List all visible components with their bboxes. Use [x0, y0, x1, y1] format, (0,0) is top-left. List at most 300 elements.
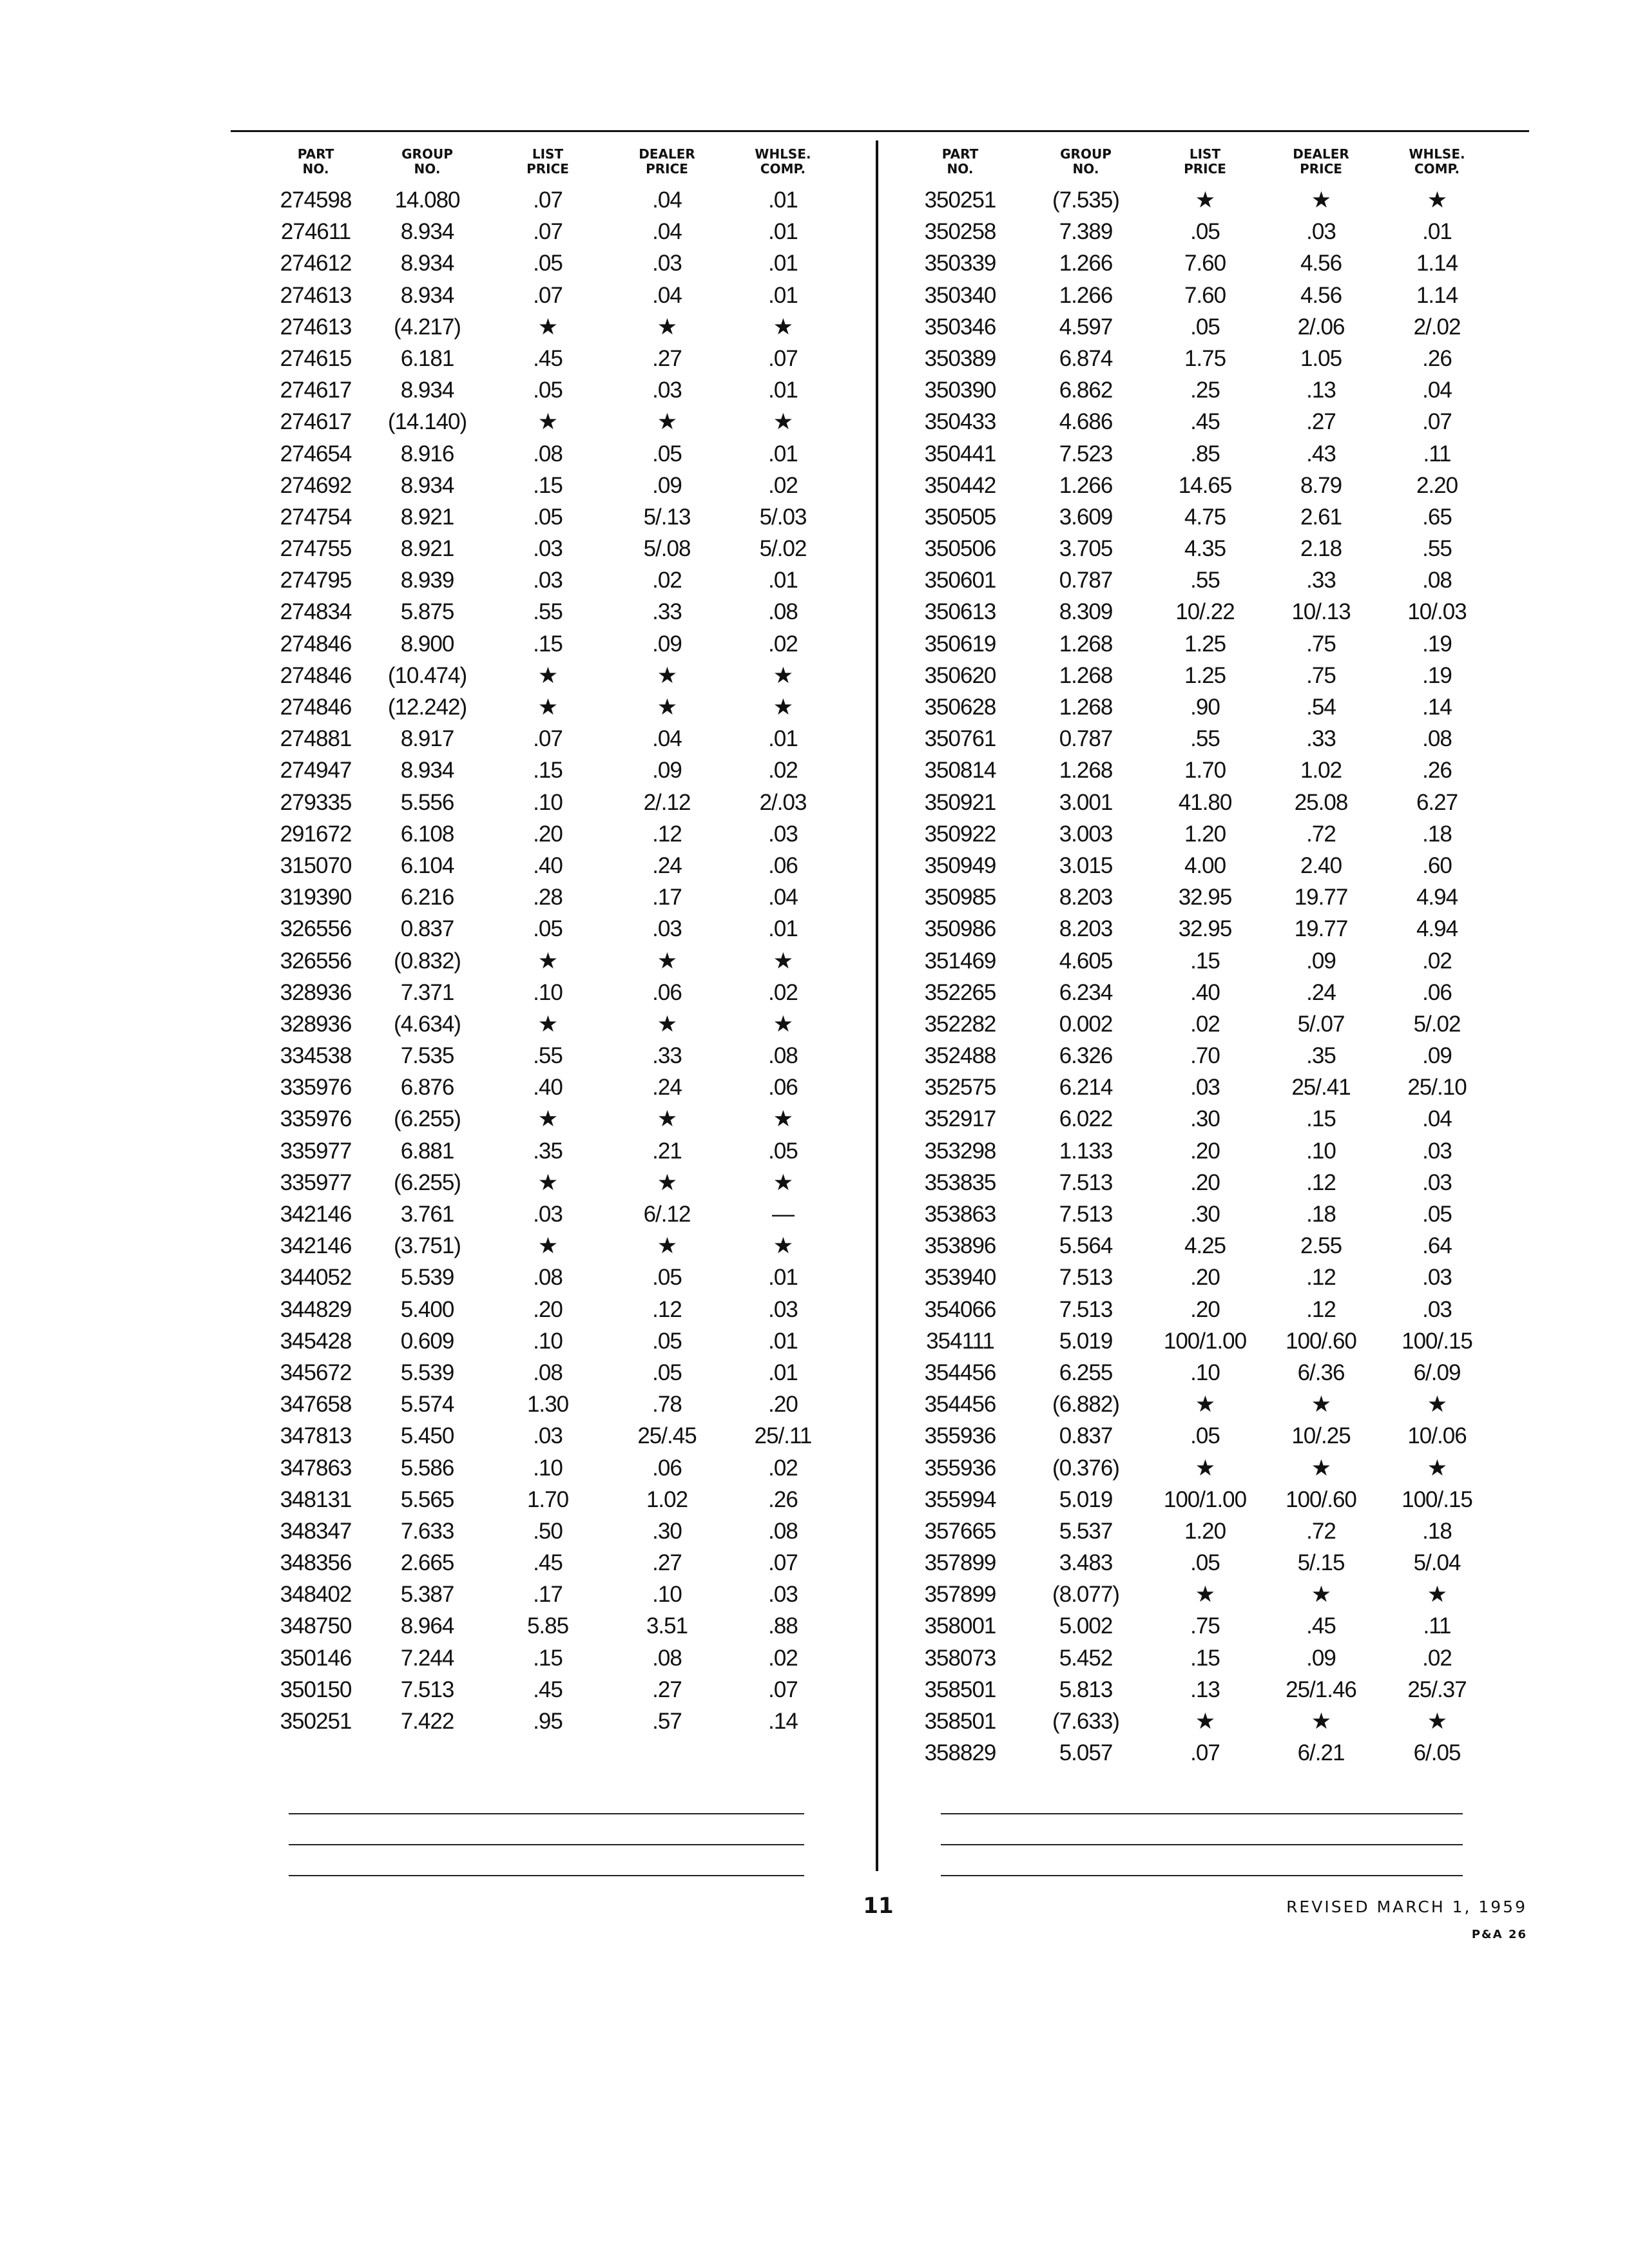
part-no-cell: 274613 [280, 314, 352, 340]
whlse-comp-cell: .14 [1422, 695, 1452, 720]
part-no-cell: 350628 [924, 695, 996, 720]
part-no-cell: 350389 [924, 345, 996, 371]
whlse-comp-cell: .26 [1422, 758, 1452, 783]
part-no-cell: 291672 [280, 821, 352, 847]
list-price-cell: ★ [537, 409, 558, 435]
group-no-cell: (6.255) [394, 1169, 461, 1195]
header-group-no: GROUP NO. [401, 146, 453, 177]
list-price-cell: .40 [533, 1075, 563, 1100]
dealer-price-cell: .24 [652, 852, 682, 878]
whlse-comp-cell: .01 [768, 251, 798, 276]
whlse-comp-cell: ★ [773, 1169, 793, 1195]
part-no-cell: 354456 [924, 1360, 996, 1385]
part-no-cell: 355936 [924, 1455, 996, 1481]
list-price-cell: 4.00 [1184, 852, 1226, 878]
group-no-cell: 8.934 [400, 472, 454, 498]
list-price-cell: .75 [1190, 1613, 1220, 1639]
part-no-cell: 358501 [924, 1709, 996, 1734]
group-no-cell: 3.761 [400, 1202, 454, 1227]
group-no-cell: 6.234 [1059, 979, 1113, 1005]
list-price-cell: 1.30 [526, 1392, 569, 1418]
part-no-cell: 355994 [924, 1486, 996, 1512]
list-price-cell: 32.95 [1178, 885, 1232, 910]
whlse-comp-cell: .01 [768, 219, 798, 245]
dealer-price-cell: 25.08 [1294, 789, 1348, 815]
group-no-cell: 6.214 [1059, 1075, 1113, 1100]
dealer-price-cell: 6/.21 [1297, 1740, 1345, 1766]
group-no-cell: 8.916 [400, 441, 454, 466]
list-price-cell: ★ [1195, 187, 1215, 213]
list-price-cell: .90 [1190, 695, 1220, 720]
whlse-comp-cell: — [772, 1202, 794, 1227]
part-no-cell: 344052 [280, 1265, 352, 1291]
list-price-cell: .55 [533, 1043, 563, 1069]
whlse-comp-cell: ★ [1427, 1709, 1447, 1734]
dealer-price-cell: 4.56 [1300, 282, 1342, 308]
dealer-price-cell: .05 [652, 441, 682, 466]
list-price-cell: ★ [1195, 1582, 1215, 1608]
whlse-comp-cell: .01 [768, 1328, 798, 1354]
part-no-cell: 351469 [924, 948, 996, 974]
group-no-cell: 8.934 [400, 282, 454, 308]
whlse-comp-cell: 5/.02 [1413, 1011, 1461, 1037]
part-no-cell: 353896 [924, 1233, 996, 1259]
list-price-cell: .20 [1190, 1265, 1220, 1291]
dealer-price-cell: ★ [1311, 187, 1331, 213]
part-no-cell: 350985 [924, 885, 996, 910]
group-no-cell: 5.574 [400, 1392, 454, 1418]
whlse-comp-cell: .02 [768, 979, 798, 1005]
list-price-cell: .25 [1190, 378, 1220, 403]
whlse-comp-cell: .04 [1422, 1106, 1452, 1132]
part-no-cell: 274615 [280, 345, 352, 371]
list-price-cell: .50 [533, 1518, 563, 1544]
dealer-price-cell: 25/.45 [637, 1423, 697, 1449]
group-no-cell: (6.255) [394, 1106, 461, 1132]
dealer-price-cell: .09 [652, 758, 682, 783]
dealer-price-cell: .24 [1306, 979, 1336, 1005]
page-number: 11 [863, 1893, 894, 1919]
dealer-price-cell: .03 [652, 251, 682, 276]
whlse-comp-cell: .01 [768, 1265, 798, 1291]
group-no-cell: 0.002 [1059, 1011, 1113, 1037]
group-no-cell: 7.513 [1059, 1296, 1113, 1322]
whlse-comp-cell: ★ [1427, 1392, 1447, 1418]
group-no-cell: 5.539 [400, 1360, 454, 1385]
dealer-price-cell: .33 [652, 599, 682, 625]
dealer-price-cell: 5/.13 [643, 504, 691, 530]
group-no-cell: 5.537 [1059, 1518, 1113, 1544]
list-price-cell: .10 [533, 789, 563, 815]
list-price-cell: .15 [1190, 1645, 1220, 1671]
blank-line [289, 1813, 804, 1814]
list-price-cell: 41.80 [1178, 789, 1232, 815]
list-price-cell: .40 [1190, 979, 1220, 1005]
list-price-cell: .08 [533, 1360, 563, 1385]
dealer-price-cell: .78 [652, 1392, 682, 1418]
part-no-cell: 274846 [280, 662, 352, 688]
whlse-comp-cell: .64 [1422, 1233, 1452, 1259]
whlse-comp-cell: .03 [768, 1582, 798, 1608]
dealer-price-cell: .57 [652, 1709, 682, 1734]
part-no-cell: 274846 [280, 695, 352, 720]
group-no-cell: (4.634) [394, 1011, 461, 1037]
list-price-cell: .03 [1190, 1075, 1220, 1100]
whlse-comp-cell: ★ [773, 662, 793, 688]
dealer-price-cell: .12 [1306, 1265, 1336, 1291]
part-no-cell: 350620 [924, 662, 996, 688]
part-no-cell: 350986 [924, 916, 996, 942]
whlse-comp-cell: 100/.15 [1402, 1328, 1472, 1354]
part-no-cell: 274612 [280, 251, 352, 276]
whlse-comp-cell: 5/.04 [1413, 1550, 1461, 1576]
dealer-price-cell: .06 [652, 979, 682, 1005]
dealer-price-cell: .27 [652, 345, 682, 371]
whlse-comp-cell: .02 [768, 631, 798, 657]
list-price-cell: .20 [533, 821, 563, 847]
list-price-cell: 14.65 [1178, 472, 1232, 498]
dealer-price-cell: .12 [652, 821, 682, 847]
part-no-cell: 357665 [924, 1518, 996, 1544]
group-no-cell: 8.203 [1059, 885, 1113, 910]
group-no-cell: 4.597 [1059, 314, 1113, 340]
dealer-price-cell: 8.79 [1300, 472, 1342, 498]
whlse-comp-cell: 5/.03 [759, 504, 807, 530]
part-no-cell: 352917 [924, 1106, 996, 1132]
whlse-comp-cell: .06 [1422, 979, 1452, 1005]
dealer-price-cell: ★ [657, 1233, 677, 1259]
dealer-price-cell: .75 [1306, 662, 1336, 688]
dealer-price-cell: .06 [652, 1455, 682, 1481]
whlse-comp-cell: 10/.06 [1407, 1423, 1467, 1449]
part-no-cell: 335976 [280, 1106, 352, 1132]
whlse-comp-cell: .11 [1423, 1613, 1451, 1639]
list-price-cell: .05 [1190, 1550, 1220, 1576]
group-no-cell: 1.268 [1059, 662, 1113, 688]
whlse-comp-cell: .07 [768, 1677, 798, 1702]
part-no-cell: 335977 [280, 1169, 352, 1195]
group-no-cell: 6.326 [1059, 1043, 1113, 1069]
part-no-cell: 319390 [280, 885, 352, 910]
dealer-price-cell: .27 [1306, 409, 1336, 435]
group-no-cell: 4.686 [1059, 409, 1113, 435]
whlse-comp-cell: .88 [768, 1613, 798, 1639]
group-no-cell: 7.633 [400, 1518, 454, 1544]
blank-line [941, 1813, 1463, 1814]
list-price-cell: .10 [533, 1328, 563, 1354]
dealer-price-cell: ★ [1311, 1455, 1331, 1481]
group-no-cell: 6.874 [1059, 345, 1113, 371]
group-no-cell: 5.002 [1059, 1613, 1113, 1639]
list-price-cell: .55 [1190, 568, 1220, 593]
part-no-cell: 350601 [924, 568, 996, 593]
whlse-comp-cell: .19 [1422, 631, 1452, 657]
group-no-cell: 8.934 [400, 219, 454, 245]
blank-line [941, 1844, 1463, 1845]
list-price-cell: .28 [533, 885, 563, 910]
whlse-comp-cell: .08 [768, 599, 798, 625]
dealer-price-cell: .43 [1306, 441, 1336, 466]
part-no-cell: 350251 [924, 187, 996, 213]
list-price-cell: .35 [533, 1138, 563, 1164]
part-no-cell: 274617 [280, 378, 352, 403]
part-no-cell: 274617 [280, 409, 352, 435]
whlse-comp-cell: .55 [1422, 536, 1452, 562]
part-no-cell: 274692 [280, 472, 352, 498]
group-no-cell: 5.019 [1059, 1328, 1113, 1354]
dealer-price-cell: 1.02 [646, 1486, 688, 1512]
list-price-cell: .05 [533, 504, 563, 530]
dealer-price-cell: 6/.36 [1297, 1360, 1345, 1385]
whlse-comp-cell: .18 [1422, 821, 1452, 847]
dealer-price-cell: ★ [1311, 1392, 1331, 1418]
whlse-comp-cell: .06 [768, 1075, 798, 1100]
list-price-cell: .45 [533, 1677, 563, 1702]
dealer-price-cell: .15 [1306, 1106, 1336, 1132]
dealer-price-cell: 19.77 [1294, 916, 1348, 942]
whlse-comp-cell: .11 [1423, 441, 1451, 466]
group-no-cell: 3.003 [1059, 821, 1113, 847]
list-price-cell: ★ [537, 1169, 558, 1195]
part-no-cell: 350761 [924, 726, 996, 752]
whlse-comp-cell: ★ [773, 1233, 793, 1259]
dealer-price-cell: 2/.12 [643, 789, 691, 815]
part-no-cell: 350340 [924, 282, 996, 308]
part-no-cell: 350346 [924, 314, 996, 340]
whlse-comp-cell: .08 [768, 1043, 798, 1069]
dealer-price-cell: .75 [1306, 631, 1336, 657]
group-no-cell: 1.268 [1059, 695, 1113, 720]
dealer-price-cell: 10/.25 [1291, 1423, 1351, 1449]
part-no-cell: 350390 [924, 378, 996, 403]
whlse-comp-cell: .08 [1422, 726, 1452, 752]
whlse-comp-cell: .04 [1422, 378, 1452, 403]
part-no-cell: 350339 [924, 251, 996, 276]
dealer-price-cell: .30 [652, 1518, 682, 1544]
dealer-price-cell: .33 [1306, 726, 1336, 752]
list-price-cell: .02 [1190, 1011, 1220, 1037]
dealer-price-cell: .05 [652, 1360, 682, 1385]
header-list-price: LIST PRICE [1184, 146, 1226, 177]
list-price-cell: .07 [533, 187, 563, 213]
whlse-comp-cell: 1.14 [1416, 282, 1458, 308]
part-no-cell: 358001 [924, 1613, 996, 1639]
list-price-cell: .45 [1190, 409, 1220, 435]
part-no-cell: 274947 [280, 758, 352, 783]
whlse-comp-cell: .02 [768, 1455, 798, 1481]
group-no-cell: 8.921 [400, 504, 454, 530]
header-list-price: LIST PRICE [526, 146, 569, 177]
group-no-cell: (7.633) [1052, 1709, 1119, 1734]
list-price-cell: .15 [1190, 948, 1220, 974]
list-price-cell: 10/.22 [1175, 599, 1235, 625]
part-no-cell: 352265 [924, 979, 996, 1005]
group-no-cell: 5.452 [1059, 1645, 1113, 1671]
group-no-cell: 3.705 [1059, 536, 1113, 562]
header-group-no: GROUP NO. [1060, 146, 1112, 177]
list-price-cell: .15 [533, 1645, 563, 1671]
whlse-comp-cell: .01 [1422, 219, 1452, 245]
group-no-cell: 6.108 [400, 821, 454, 847]
list-price-cell: .95 [533, 1709, 563, 1734]
whlse-comp-cell: .01 [768, 282, 798, 308]
part-no-cell: 350814 [924, 758, 996, 783]
part-no-cell: 274754 [280, 504, 352, 530]
group-no-cell: (3.751) [394, 1233, 461, 1259]
whlse-comp-cell: 25/.11 [754, 1423, 812, 1449]
list-price-cell: .07 [533, 726, 563, 752]
dealer-price-cell: 2/.06 [1297, 314, 1345, 340]
dealer-price-cell: 25/.41 [1291, 1075, 1351, 1100]
blank-line [941, 1875, 1463, 1876]
list-price-cell: ★ [537, 948, 558, 974]
list-price-cell: 100/1.00 [1163, 1486, 1247, 1512]
group-no-cell: 8.939 [400, 568, 454, 593]
group-no-cell: (4.217) [394, 314, 461, 340]
list-price-cell: ★ [537, 662, 558, 688]
whlse-comp-cell: .01 [768, 916, 798, 942]
dealer-price-cell: 4.56 [1300, 251, 1342, 276]
dealer-price-cell: .35 [1306, 1043, 1336, 1069]
group-no-cell: 6.181 [400, 345, 454, 371]
dealer-price-cell: .05 [652, 1328, 682, 1354]
whlse-comp-cell: 6/.05 [1413, 1740, 1461, 1766]
dealer-price-cell: 5/.15 [1297, 1550, 1345, 1576]
group-no-cell: 7.535 [400, 1043, 454, 1069]
list-price-cell: .30 [1190, 1106, 1220, 1132]
whlse-comp-cell: ★ [1427, 1582, 1447, 1608]
part-no-cell: 335976 [280, 1075, 352, 1100]
part-no-cell: 274846 [280, 631, 352, 657]
dealer-price-cell: .72 [1306, 1518, 1336, 1544]
column-divider [876, 140, 878, 1871]
part-no-cell: 348131 [280, 1486, 352, 1512]
part-no-cell: 342146 [280, 1202, 352, 1227]
whlse-comp-cell: .14 [768, 1709, 798, 1734]
list-price-cell: .10 [1190, 1360, 1220, 1385]
group-no-cell: 6.876 [400, 1075, 454, 1100]
group-no-cell: (12.242) [387, 695, 467, 720]
whlse-comp-cell: .18 [1422, 1518, 1452, 1544]
part-no-cell: 348356 [280, 1550, 352, 1576]
list-price-cell: 32.95 [1178, 916, 1232, 942]
group-no-cell: 5.813 [1059, 1677, 1113, 1702]
group-no-cell: 5.400 [400, 1296, 454, 1322]
dealer-price-cell: .21 [652, 1138, 682, 1164]
whlse-comp-cell: .20 [768, 1392, 798, 1418]
list-price-cell: .70 [1190, 1043, 1220, 1069]
group-no-cell: 6.022 [1059, 1106, 1113, 1132]
group-no-cell: 6.881 [400, 1138, 454, 1164]
list-price-cell: .20 [1190, 1169, 1220, 1195]
whlse-comp-cell: .60 [1422, 852, 1452, 878]
header-whlse-comp: WHLSE. COMP. [1409, 146, 1465, 177]
list-price-cell: .17 [533, 1582, 563, 1608]
part-no-cell: 328936 [280, 1011, 352, 1037]
group-no-cell: 5.057 [1059, 1740, 1113, 1766]
part-no-cell: 358501 [924, 1677, 996, 1702]
whlse-comp-cell: 25/.37 [1407, 1677, 1467, 1702]
whlse-comp-cell: .01 [768, 1360, 798, 1385]
part-no-cell: 315070 [280, 852, 352, 878]
group-no-cell: 7.244 [400, 1645, 454, 1671]
header-part-no: PART NO. [941, 146, 979, 177]
group-no-cell: 7.389 [1059, 219, 1113, 245]
whlse-comp-cell: ★ [773, 948, 793, 974]
dealer-price-cell: ★ [657, 314, 677, 340]
list-price-cell: .55 [1190, 726, 1220, 752]
part-no-cell: 353940 [924, 1265, 996, 1291]
whlse-comp-cell: .05 [768, 1138, 798, 1164]
part-no-cell: 342146 [280, 1233, 352, 1259]
list-price-cell: .05 [533, 378, 563, 403]
group-no-cell: 7.371 [400, 979, 454, 1005]
list-price-cell: .55 [533, 599, 563, 625]
group-no-cell: 1.268 [1059, 631, 1113, 657]
dealer-price-cell: 10/.13 [1291, 599, 1351, 625]
whlse-comp-cell: .03 [768, 1296, 798, 1322]
group-no-cell: 7.513 [1059, 1265, 1113, 1291]
list-price-cell: .03 [533, 536, 563, 562]
part-no-cell: 350506 [924, 536, 996, 562]
part-no-cell: 352575 [924, 1075, 996, 1100]
dealer-price-cell: ★ [657, 662, 677, 688]
dealer-price-cell: 5/.08 [643, 536, 691, 562]
whlse-comp-cell: .03 [768, 821, 798, 847]
group-no-cell: 8.917 [400, 726, 454, 752]
part-no-cell: 353835 [924, 1169, 996, 1195]
dealer-price-cell: ★ [657, 948, 677, 974]
part-no-cell: 274654 [280, 441, 352, 466]
list-price-cell: 1.75 [1184, 345, 1226, 371]
part-no-cell: 274755 [280, 536, 352, 562]
whlse-comp-cell: .04 [768, 885, 798, 910]
part-no-cell: 358829 [924, 1740, 996, 1766]
group-no-cell: 7.513 [1059, 1202, 1113, 1227]
group-no-cell: 5.564 [1059, 1233, 1113, 1259]
whlse-comp-cell: .02 [1422, 948, 1452, 974]
part-no-cell: 348750 [280, 1613, 352, 1639]
whlse-comp-cell: .06 [768, 852, 798, 878]
dealer-price-cell: .09 [1306, 1645, 1336, 1671]
group-no-cell: (8.077) [1052, 1582, 1119, 1608]
part-no-cell: 354456 [924, 1392, 996, 1418]
group-no-cell: 5.875 [400, 599, 454, 625]
list-price-cell: 4.35 [1184, 536, 1226, 562]
list-price-cell: .05 [1190, 219, 1220, 245]
group-no-cell: (10.474) [387, 662, 467, 688]
part-no-cell: 350441 [924, 441, 996, 466]
group-no-cell: 8.921 [400, 536, 454, 562]
part-no-cell: 354111 [926, 1328, 994, 1354]
group-no-cell: 7.523 [1059, 441, 1113, 466]
list-price-cell: .10 [533, 979, 563, 1005]
dealer-price-cell: .27 [652, 1677, 682, 1702]
group-no-cell: 3.015 [1059, 852, 1113, 878]
group-no-cell: 5.019 [1059, 1486, 1113, 1512]
part-no-cell: 345672 [280, 1360, 352, 1385]
whlse-comp-cell: 2/.02 [1413, 314, 1461, 340]
group-no-cell: 7.513 [1059, 1169, 1113, 1195]
list-price-cell: ★ [537, 695, 558, 720]
list-price-cell: 4.75 [1184, 504, 1226, 530]
list-price-cell: 1.70 [1184, 758, 1226, 783]
dealer-price-cell: 2.55 [1300, 1233, 1342, 1259]
dealer-price-cell: .10 [1306, 1138, 1336, 1164]
dealer-price-cell: .03 [652, 916, 682, 942]
whlse-comp-cell: 4.94 [1416, 885, 1458, 910]
dealer-price-cell: .33 [1306, 568, 1336, 593]
